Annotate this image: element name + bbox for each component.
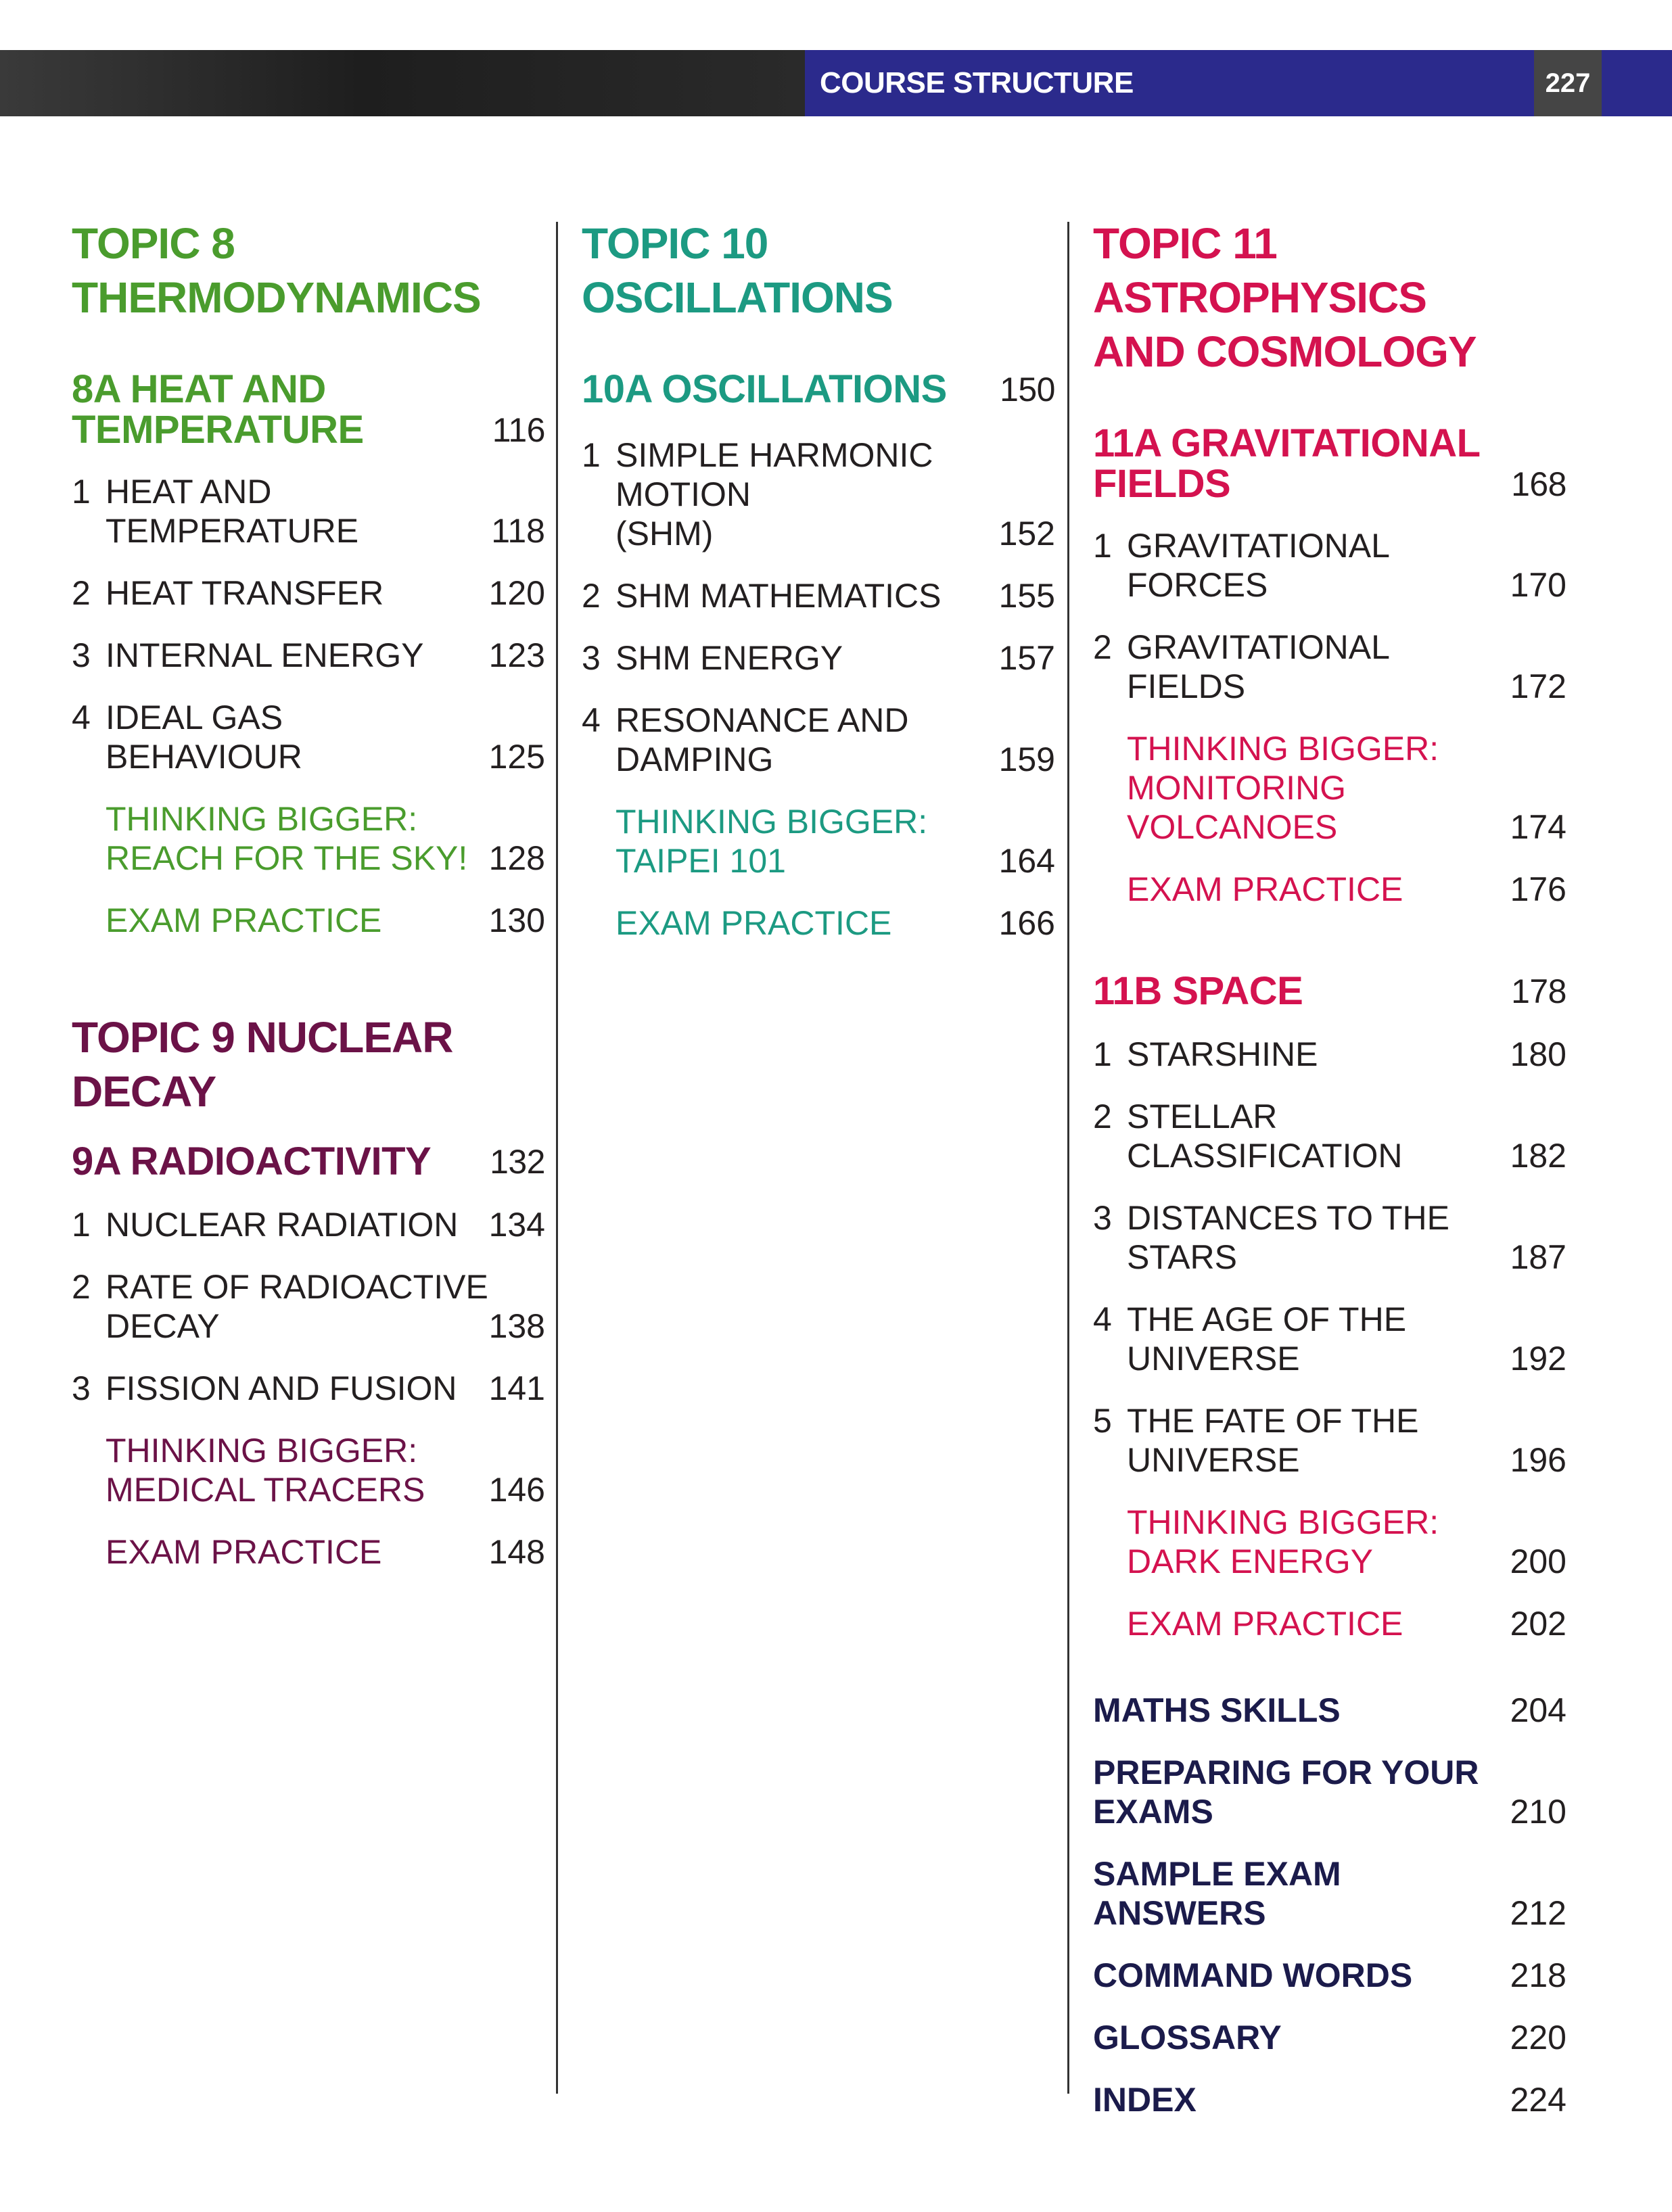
toc-entry[interactable]: 3 INTERNAL ENERGY 123 <box>72 636 545 674</box>
toc-entry[interactable]: 5 THE FATE OF THE UNIVERSE 196 <box>1093 1402 1566 1479</box>
header-title: COURSE STRUCTURE <box>820 66 1134 99</box>
exam-practice-entry[interactable]: EXAM PRACTICE 166 <box>616 904 1055 942</box>
toc-entry[interactable]: 3 DISTANCES TO THE STARS 187 <box>1093 1199 1566 1276</box>
toc-entry[interactable]: 4 RESONANCE AND DAMPING 159 <box>582 701 1055 778</box>
section-9a[interactable]: 9A RADIOACTIVITY 132 <box>72 1139 545 1183</box>
page-number: 227 <box>1534 50 1602 116</box>
toc-entry[interactable]: 1 GRAVITATIONAL FORCES 170 <box>1093 527 1566 604</box>
index-entry[interactable]: INDEX 224 <box>1093 2081 1566 2119</box>
command-words-entry[interactable]: COMMAND WORDS 218 <box>1093 1956 1566 1994</box>
toc-entry[interactable]: 3 FISSION AND FUSION 141 <box>72 1369 545 1407</box>
toc-entry[interactable]: 1 STARSHINE 180 <box>1093 1035 1566 1073</box>
toc-entry[interactable]: 2 HEAT TRANSFER 120 <box>72 574 545 612</box>
thinking-bigger-entry[interactable]: THINKING BIGGER: TAIPEI 101 164 <box>616 803 1055 880</box>
glossary-entry[interactable]: GLOSSARY 220 <box>1093 2019 1566 2056</box>
thinking-bigger-entry[interactable]: THINKING BIGGER: REACH FOR THE SKY! 128 <box>106 800 545 877</box>
sample-answers-entry[interactable]: SAMPLE EXAM ANSWERS 212 <box>1093 1855 1566 1932</box>
thinking-bigger-entry[interactable]: THINKING BIGGER: MEDICAL TRACERS 146 <box>106 1432 545 1509</box>
toc-entry[interactable]: 4 THE AGE OF THE UNIVERSE 192 <box>1093 1300 1566 1378</box>
topic-9-title: TOPIC 9 NUCLEAR DECAY <box>72 1013 453 1116</box>
topic-8-title: TOPIC 8 THERMODYNAMICS <box>72 219 481 322</box>
section-11a[interactable]: 11A GRAVITATIONAL FIELDS 168 <box>1093 421 1566 506</box>
maths-skills-entry[interactable]: MATHS SKILLS 204 <box>1093 1691 1566 1729</box>
exam-practice-entry[interactable]: EXAM PRACTICE 148 <box>106 1533 545 1571</box>
page-ref: 116 <box>492 411 545 449</box>
toc-entry[interactable]: 2 SHM MATHEMATICS 155 <box>582 577 1055 615</box>
section-8a[interactable]: 8A HEAT AND TEMPERATURE 116 <box>72 367 545 452</box>
thinking-bigger-entry[interactable]: THINKING BIGGER: MONITORING VOLCANOES 174 <box>1127 730 1566 846</box>
toc-entry[interactable]: 1 NUCLEAR RADIATION 134 <box>72 1206 545 1244</box>
exam-practice-entry[interactable]: EXAM PRACTICE 202 <box>1127 1605 1566 1643</box>
topic-10-title: TOPIC 10 OSCILLATIONS <box>582 219 893 322</box>
toc-entry[interactable]: 2 RATE OF RADIOACTIVE DECAY 138 <box>72 1268 545 1345</box>
toc-entry[interactable]: 2 GRAVITATIONAL FIELDS 172 <box>1093 628 1566 705</box>
column-divider-2 <box>1067 222 1069 2094</box>
section-11b[interactable]: 11B SPACE 178 <box>1093 969 1566 1013</box>
exam-practice-entry[interactable]: EXAM PRACTICE 130 <box>106 901 545 939</box>
header-bar-dark <box>0 50 805 116</box>
toc-entry[interactable]: 3 SHM ENERGY 157 <box>582 639 1055 677</box>
toc-entry[interactable]: 1 HEAT AND TEMPERATURE 118 <box>72 473 545 550</box>
exam-practice-entry[interactable]: EXAM PRACTICE 176 <box>1127 870 1566 908</box>
column-divider-1 <box>556 222 558 2094</box>
column-3 <box>1093 216 1566 2119</box>
thinking-bigger-entry[interactable]: THINKING BIGGER: DARK ENERGY 200 <box>1127 1503 1566 1580</box>
column-1 <box>72 216 545 1572</box>
preparing-exams-entry[interactable]: PREPARING FOR YOUR EXAMS 210 <box>1093 1754 1566 1831</box>
column-2 <box>582 216 1055 943</box>
section-10a[interactable]: 10A OSCILLATIONS 150 <box>582 367 1055 411</box>
toc-entry[interactable]: 1 SIMPLE HARMONIC MOTION (SHM) 152 <box>582 436 1055 552</box>
topic-11-title: TOPIC 11 ASTROPHYSICS AND COSMOLOGY <box>1093 219 1477 376</box>
toc-entry[interactable]: 2 STELLAR CLASSIFICATION 182 <box>1093 1098 1566 1175</box>
toc-entry[interactable]: 4 IDEAL GAS BEHAVIOUR 125 <box>72 699 545 776</box>
